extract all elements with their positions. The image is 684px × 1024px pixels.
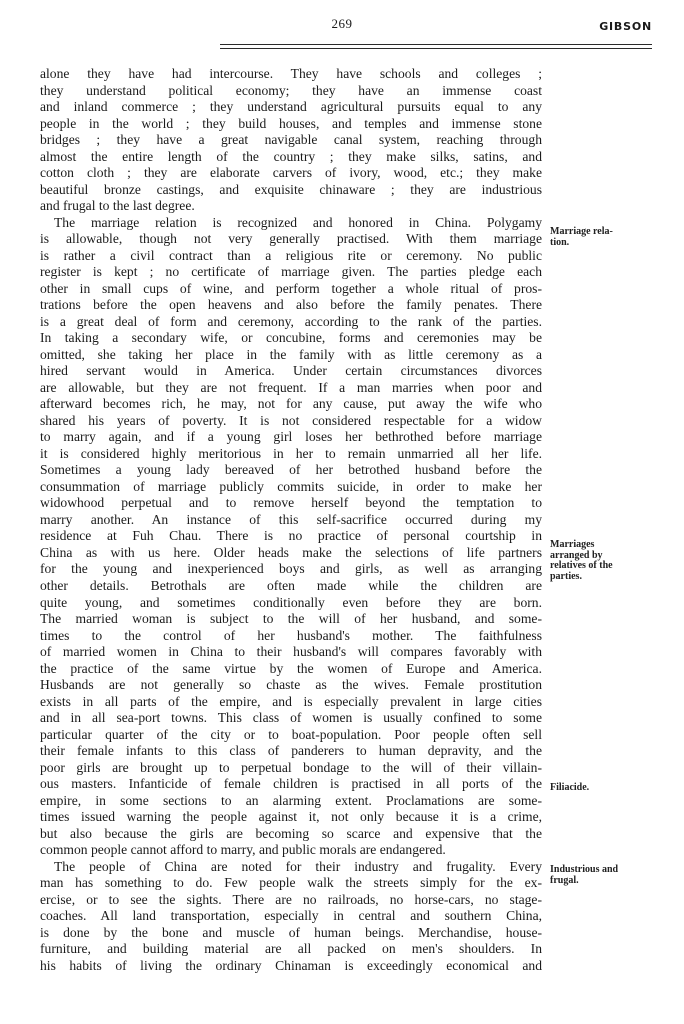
text-line: his habits of living the ordinary Chinaman is exceedingly economical and [40,957,542,973]
text-line: Husbands are not generally so chaste as the wives. Female prostitution [40,677,542,693]
text-line: consummation of marriage publicly commits suicide, in order to make her [40,478,542,494]
text-line: cotton cloth ; they are elaborate carvers of ivory, wood, etc.; they make [40,165,542,181]
text-line: poor girls are brought up to perpetual bondage to the will of their villain- [40,759,542,775]
text-line: is done by the bone and muscle of human beings. Merchandise, house- [40,924,542,940]
text-line: coaches. All land transportation, especially in central and southern China, [40,908,542,924]
sidenote-line: arranged by [550,549,603,561]
text-line: and inland commerce ; they understand agricultural pursuits equal to any [40,99,542,115]
text-line: marry another. An instance of this self-sacrifice occurred during my [40,511,542,527]
text-line: is rather a civil contract than a religious rite or ceremony. No public [40,247,542,263]
header-rule [220,44,652,45]
text-line: the practice of the same virtue by the women of Europe and America. [40,660,542,676]
text-line: people in the world ; they build houses, and temples and immense stone [40,115,542,131]
text-line: man has something to do. Few people walk the streets simply for the ex- [40,875,542,891]
text-line: other in small cups of wine, and perform together a whole ritual of pros- [40,280,542,296]
text-line: quite young, and sometimes conditionally even before they are born. [40,594,542,610]
text-line: The married woman is subject to the will of her husband, and some- [40,611,542,627]
text-line: widowhood perpetual and to remove herself beyond the temptation to [40,495,542,511]
sidenote-line: Filiacide. [550,782,590,793]
text-line: The people of China are noted for their industry and frugality. Every [54,858,542,874]
text-line: ercise, or to see the sights. There are no railroads, no horse-cars, no stage- [40,891,542,907]
text-line: shared his years of poverty. It is not considered respectable for a widow [40,412,542,428]
text-line: ous masters. Infanticide of female children is practised in all ports of the [40,776,542,792]
text-line: hired servant would in America. Under certain circumstances divorces [40,363,542,379]
page-number: 269 [331,16,353,31]
text-line: and frugal to the last degree. [40,198,195,214]
text-line: common people cannot afford to marry, and public morals are endangered. [40,842,446,858]
text-line: it is considered highly meritorious in her to remain unmarried all her life. [40,445,542,461]
sidenote-line: parties. [550,570,582,582]
text-line: beautiful bronze castings, and exquisite chinaware ; they are industrious [40,181,542,197]
text-line: and in all sea-port towns. This class of women is usually confined to some [40,710,542,726]
sidenote-line: Marriage rela- [550,226,613,237]
text-line: China as with us here. Older heads make the selections of life partners [40,544,542,560]
body-text [40,66,542,974]
text-line: almost the entire length of the country ; they make silks, satins, and [40,148,542,164]
text-line: for the young and inexperienced boys and girls, as well as arranging [40,561,542,577]
text-line: bridges ; they have a great navigable canal system, reaching through [40,132,542,148]
text-line: afterward becomes rich, he may, not for any cause, put away the wife who [40,396,542,412]
text-line: other details. Betrothals are often made while the children are [40,577,542,593]
text-line: their female infants to this class of panderers to human depravity, and the [40,743,542,759]
text-line: omitted, she taking her place in the family with as little ceremony as a [40,346,542,362]
text-line: is a great deal of form and ceremony, according to the rank of the parties. [40,313,542,329]
text-line: furniture, and building material are all packed on men's shoulders. In [40,941,542,957]
sidenote-filiacide [550,783,654,794]
sidenote-marriage-relation [550,227,654,248]
sidenote-marriages-arranged [550,540,654,582]
running-head: GIBSON [599,20,652,33]
sidenote-line: tion. [550,236,570,248]
text-line: empire, in some sections to an alarming extent. Proclamations are some- [40,792,542,808]
text-line: but also because the girls are becoming so scarce and expensive that the [40,825,542,841]
text-line: Sometimes a young lady bereaved of her betrothed husband before the [40,462,542,478]
text-line: times to the control of her husband's mother. The faithfulness [40,627,542,643]
text-line: particular quarter of the city or to boat-population. Poor people often sell [40,726,542,742]
sidenote-line: Marriages [550,539,595,550]
sidenote-line: relatives of the [550,560,613,571]
sidenote-industrious-frugal [550,865,654,886]
header-rule-double [220,48,652,49]
text-line: register is kept ; no certificate of marriage given. The parties pledge each [40,264,542,280]
text-line: is allowable, though not very generally practised. With them marriage [40,231,542,247]
text-line: trations before the open heavens and also before the family penates. There [40,297,542,313]
text-line: are allowable, but they are not frequent. If a man marries when poor and [40,379,542,395]
text-line: they understand political economy; they have an immense coast [40,82,542,98]
sidenote-line: frugal. [550,874,579,886]
text-line: In taking a secondary wife, or concubine, forms and ceremonies may be [40,330,542,346]
text-line: The marriage relation is recognized and honored in China. Polygamy [54,214,542,230]
text-line: times issued warning the people against it, not only because it is a crime, [40,809,542,825]
text-line: residence at Fuh Chau. There is no practice of personal courtship in [40,528,542,544]
text-line: alone they have had intercourse. They have schools and colleges ; [40,66,542,81]
text-line: of married women in China to their husband's will compares favorably with [40,644,542,660]
text-line: exists in all parts of the empire, and is especially prevalent in large cities [40,693,542,709]
text-line: to marry again, and if a young girl loses her bethrothed before marriage [40,429,542,445]
sidenote-line: Industrious and [550,864,619,875]
